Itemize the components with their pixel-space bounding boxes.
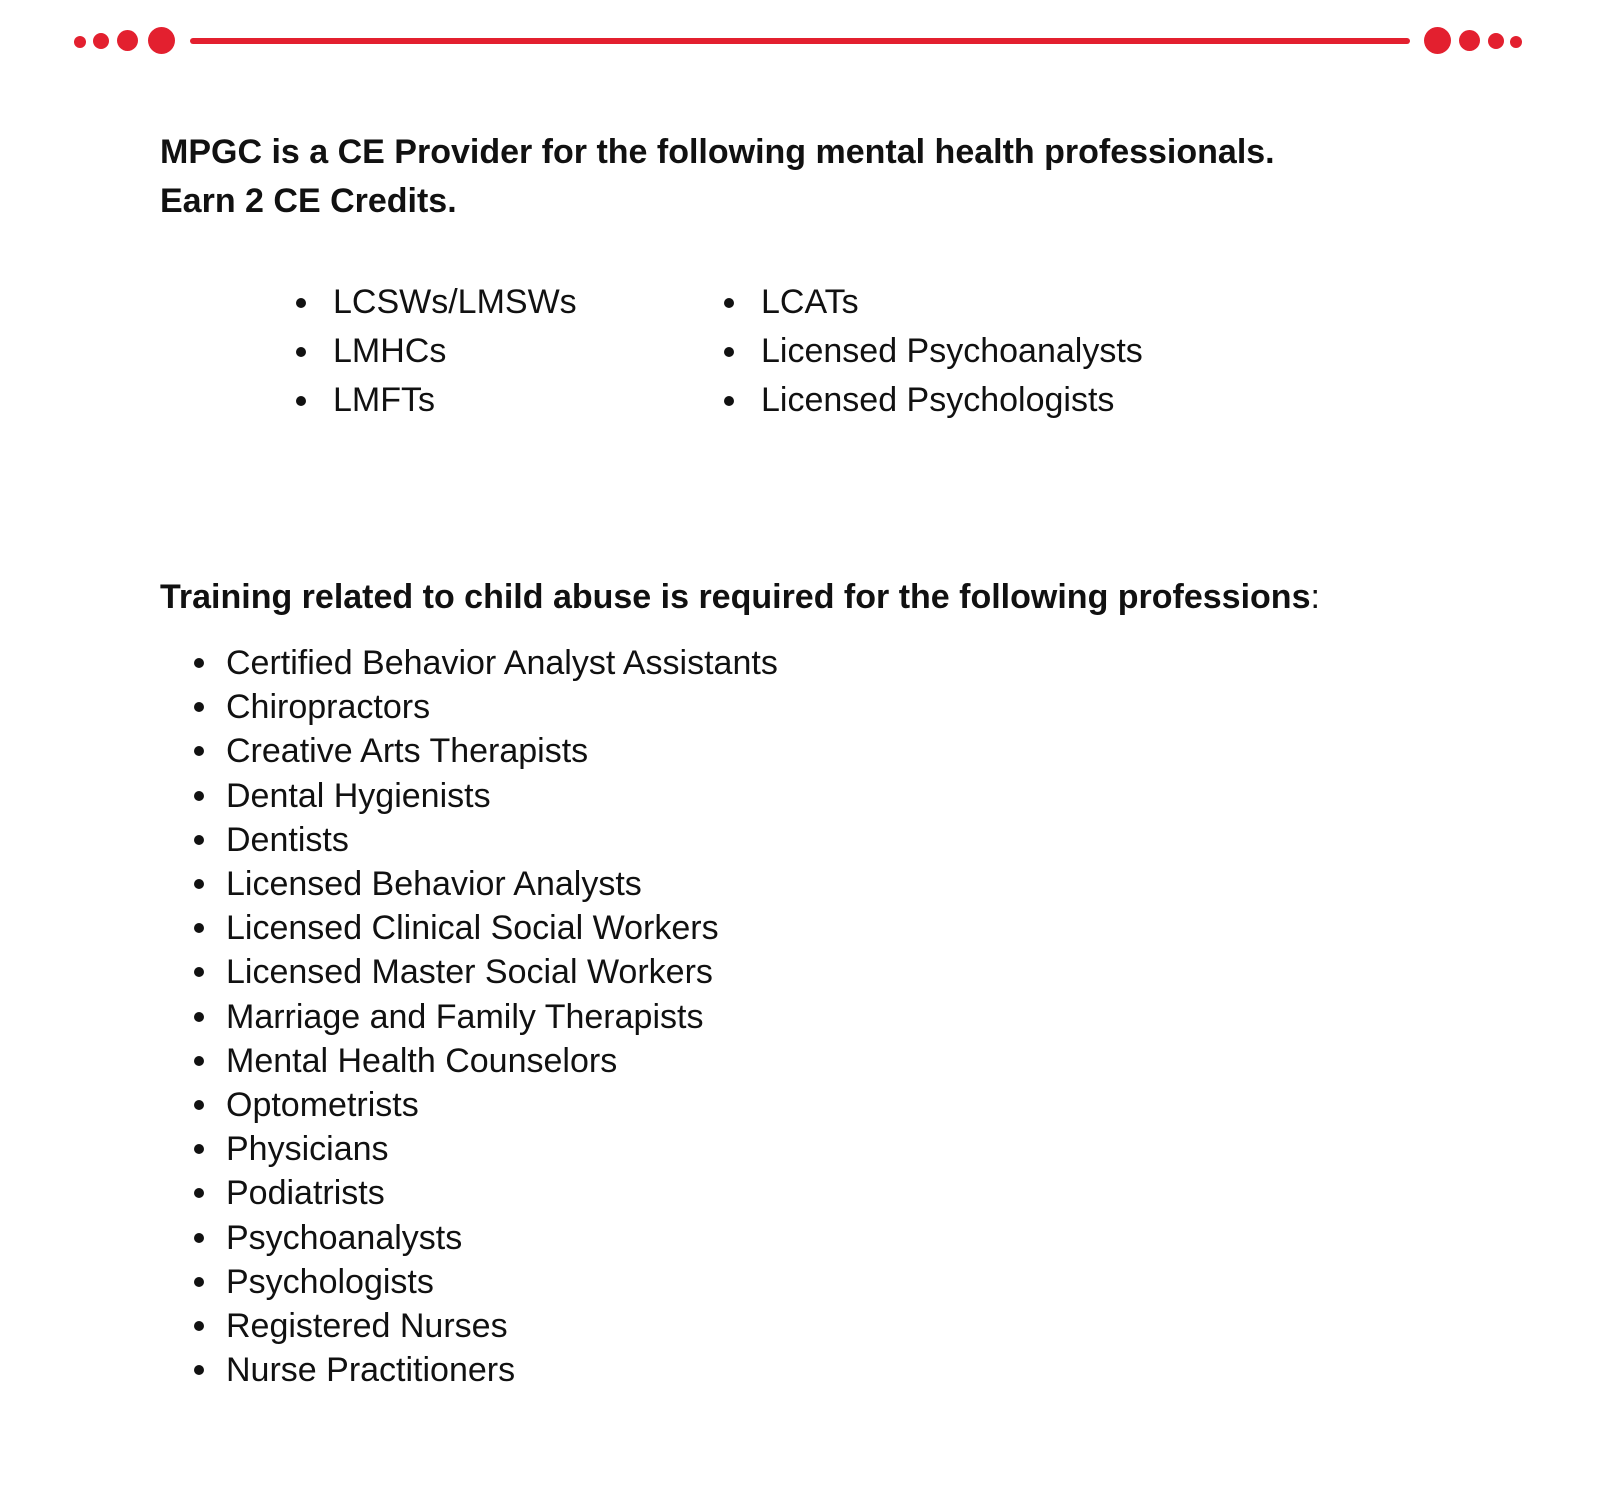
provider-item: LCSWs/LMSWs [296, 278, 577, 327]
intro-line-2: Earn 2 CE Credits. [160, 182, 457, 220]
profession-item: Certified Behavior Analyst Assistants [194, 641, 778, 685]
intro-heading [160, 128, 1460, 226]
top-rule-line [190, 38, 1410, 44]
left-dot-2 [93, 33, 109, 49]
left-dot-3 [117, 30, 138, 51]
profession-item: Chiropractors [194, 685, 778, 729]
profession-item: Nurse Practitioners [194, 1348, 778, 1392]
provider-item: Licensed Psychologists [724, 376, 1143, 425]
right-dot-3 [1488, 33, 1504, 49]
left-dot-1 [74, 36, 86, 48]
provider-list-column-1 [296, 278, 577, 425]
profession-item: Licensed Behavior Analysts [194, 862, 778, 906]
profession-item: Registered Nurses [194, 1304, 778, 1348]
provider-item: Licensed Psychoanalysts [724, 327, 1143, 376]
provider-item: LMHCs [296, 327, 577, 376]
provider-list-column-2 [724, 278, 1143, 425]
training-heading-colon: : [1310, 578, 1320, 616]
profession-item: Licensed Clinical Social Workers [194, 906, 778, 950]
left-dot-4 [148, 27, 175, 54]
provider-item: LMFTs [296, 376, 577, 425]
training-heading-text: Training related to child abuse is required for the following professions [160, 578, 1311, 616]
profession-item: Physicians [194, 1127, 778, 1171]
profession-item: Podiatrists [194, 1171, 778, 1215]
profession-item: Dentists [194, 818, 778, 862]
profession-item: Dental Hygienists [194, 774, 778, 818]
profession-item: Psychologists [194, 1260, 778, 1304]
profession-item: Psychoanalysts [194, 1216, 778, 1260]
profession-item: Optometrists [194, 1083, 778, 1127]
right-dot-4 [1510, 36, 1522, 48]
right-dot-1 [1424, 27, 1451, 54]
profession-item: Licensed Master Social Workers [194, 950, 778, 994]
decorative-top-border [0, 0, 1600, 90]
profession-item: Mental Health Counselors [194, 1039, 778, 1083]
profession-item: Creative Arts Therapists [194, 729, 778, 773]
provider-item: LCATs [724, 278, 1143, 327]
training-heading [160, 572, 1320, 622]
right-dot-2 [1459, 30, 1480, 51]
profession-list [194, 641, 778, 1392]
intro-line-1: MPGC is a CE Provider for the following mental health professionals. [160, 133, 1275, 171]
profession-item: Marriage and Family Therapists [194, 995, 778, 1039]
